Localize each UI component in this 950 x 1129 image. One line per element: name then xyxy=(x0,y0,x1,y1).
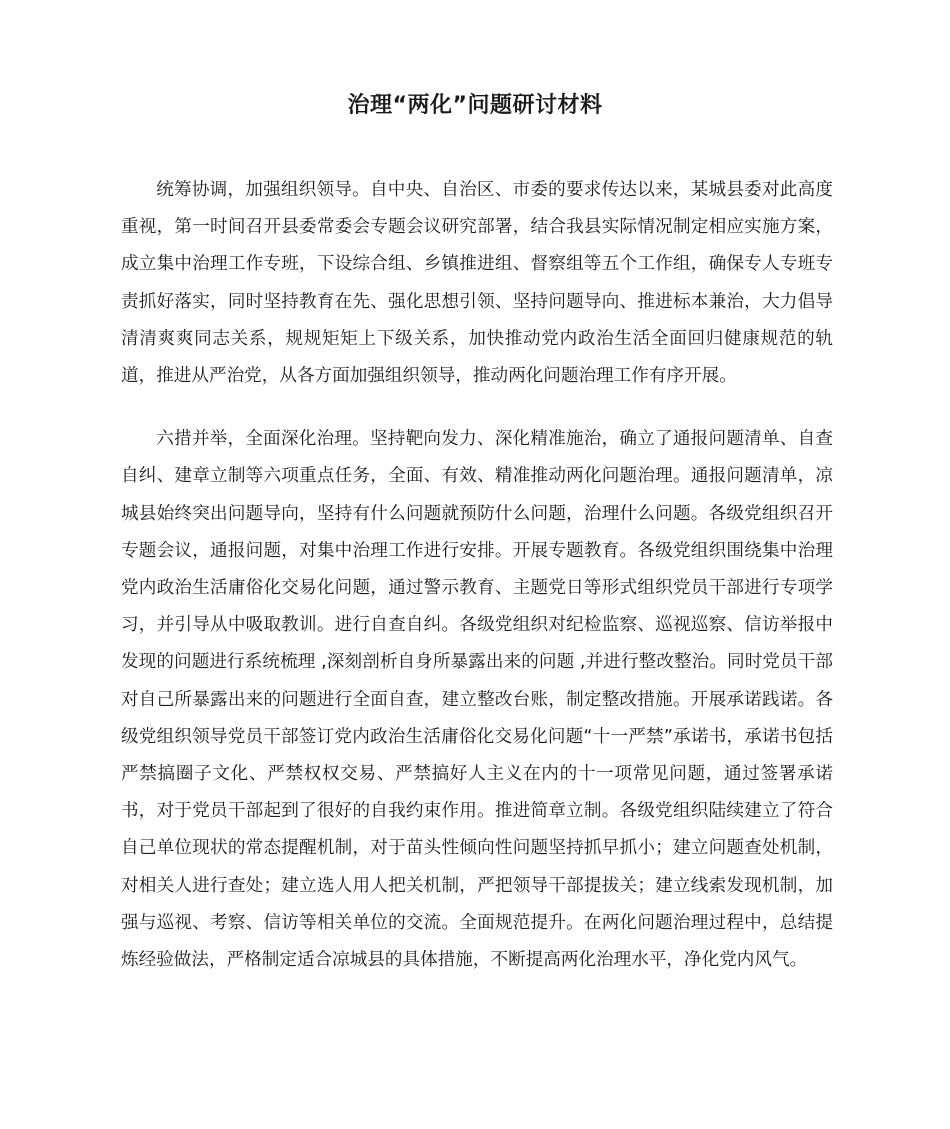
paragraph-six-measures: 六措并举，全面深化治理。坚持靶向发力、深化精准施治，确立了通报问题清单、自查自纠、建章立制等六项重点任务，全面、有效、精准推动两化问题治理。通报问题清单，凉城县始终突出问题导向，坚持有什么问题就预防什么问题，治理什么问题。各级党组织召开专题会议，通报问题，对集中治理工作进行安排。开展专题教育。各级党组织围绕集中治理党内政治生活庸俗化交易化问题，通过警示教育、主题党日等形式组织党员干部进行专项学习，并引导从中吸取教训。进行自查自纠。各级党组织对纪检监察、巡视巡察、信访举报中发现的问题进行系统梳理 ,深刻剖析自身所暴露出来的问题 ,并进行整改整治。同时党员干部对自己所暴露出来的问题进行全面自查，建立整改台账，制定整改措施。开展承诺践诺。各级党组织领导党员干部签订党内政治生活庸俗化交易化问题“十一严禁”承诺书，承诺书包括严禁搞圈子文化、严禁权权交易、严禁搞好人主义在内的十一项常见问题，通过签署承诺书，对于党员干部起到了很好的自我约束作用。推进简章立制。各级党组织陆续建立了符合自己单位现状的常态提醒机制，对于苗头性倾向性问题坚持抓早抓小；建立问题查处机制，对相关人进行查处；建立选人用人把关机制，严把领导干部提拔关；建立线索发现机制，加强与巡视、考察、信访等相关单位的交流。全面规范提升。在两化问题治理过程中，总结提炼经验做法，严格制定适合凉城县的具体措施，不断提高两化治理水平，净化党内风气。 xyxy=(121,429,833,971)
document-title: 治理“两化”问题研讨材料 xyxy=(347,93,603,118)
paragraph-organization-leadership: 统筹协调，加强组织领导。自中央、自治区、市委的要求传达以来，某城县委对此高度重视，第一时间召开县委常委会专题会议研究部署，结合我县实际情况制定相应实施方案，成立集中治理工作专班，下设综合组、乡镇推进组、督察组等五个工作组，确保专人专班专责抓好落实，同时坚持教育在先、强化思想引领、坚持问题导向、推进标本兼治，大力倡导清清爽爽同志关系，规规矩矩上下级关系，加快推动党内政治生活全面回归健康规范的轨道，推进从严治党，从各方面加强组织领导，推动两化问题治理工作有序开展。 xyxy=(121,180,833,387)
document-body xyxy=(121,172,833,979)
